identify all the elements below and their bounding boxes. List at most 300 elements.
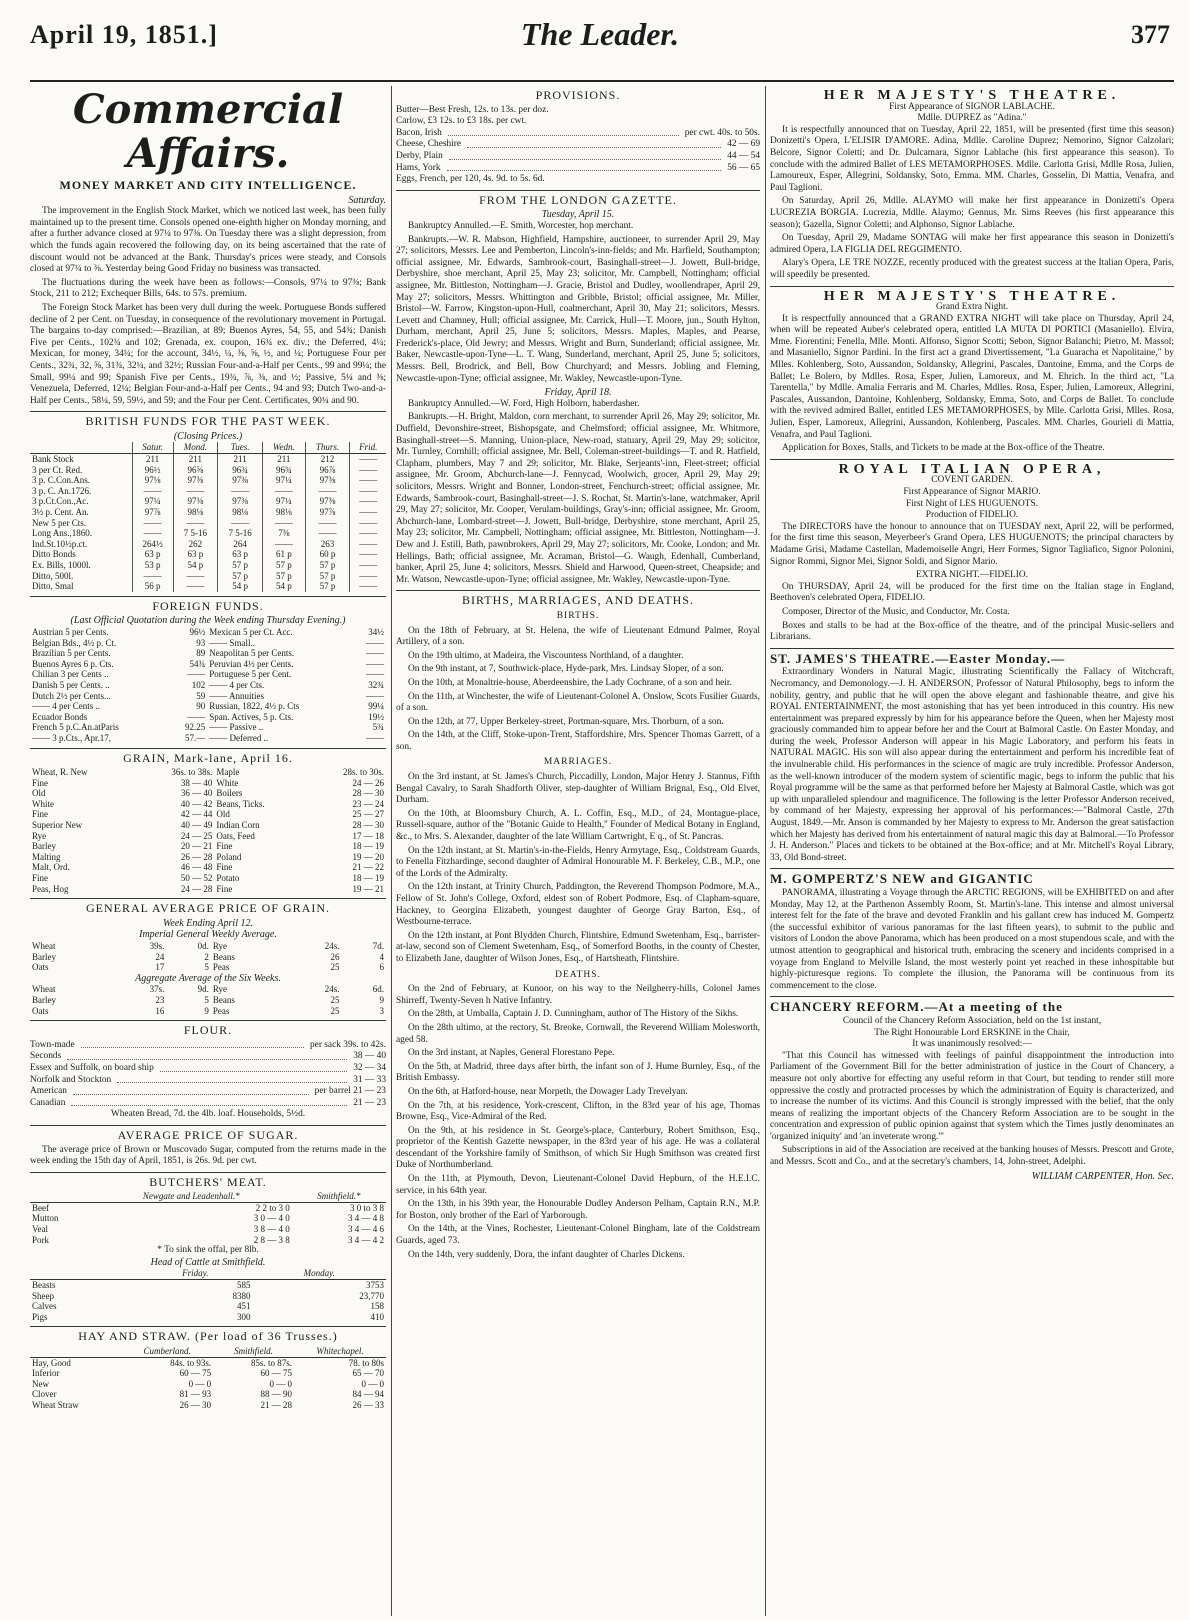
item-value: 21 — 23 (353, 1097, 386, 1108)
leader-dots (447, 163, 722, 172)
table-row (30, 1312, 386, 1323)
table-row (30, 659, 386, 670)
table-cell: —— 4 per Cts. (209, 679, 265, 690)
table-cell: —— (173, 571, 218, 582)
table-cell: —— (173, 518, 218, 529)
table-cell: Rye (32, 830, 47, 841)
table-cell: 25 (330, 1005, 340, 1016)
divider (770, 868, 1174, 869)
table-cell: —— (187, 669, 206, 680)
birth-notice: On the 19th ultimo, at Madeira, the Viscountess Northland, of a daughter. (408, 650, 684, 661)
british-funds-subtitle: (Closing Prices.) (173, 430, 243, 442)
birth-notice: On the 14th, at the Cliff, Stoke-upon-Trent, Staffordshire, Mrs. Spencer Thomas Garrett, of a son. (396, 730, 760, 752)
cattle-table (30, 1268, 386, 1322)
table-cell: 26 (330, 951, 340, 962)
death-notice: On the 11th, at Plymouth, Devon, Lieutenant-Colonel David Hepburn, of the H.E.I.C. service, in his 64th year. (396, 1174, 760, 1196)
table-cell: Fine (32, 809, 49, 820)
table-cell: 90 (196, 701, 206, 712)
table-cell: —— (132, 528, 173, 539)
table-cell: Fine (32, 873, 49, 884)
chancery-signature: WILLIAM CARPENTER, Hon. Sec. (1031, 1170, 1174, 1182)
table-row (30, 549, 386, 560)
table-cell: 57 p (305, 560, 350, 571)
table-cell: Fine (216, 841, 233, 852)
divider (30, 596, 386, 597)
table-cell: 9 (204, 1005, 209, 1016)
table-cell: 3 p. C.Con.Ans. (32, 475, 91, 486)
chancery-title: CHANCERY REFORM.—At a meeting of the (770, 999, 1063, 1015)
masthead: The Leader. (520, 16, 680, 52)
table-row (30, 648, 386, 659)
chancery-line: Council of the Chancery Reform Association, held on the 1st instant, (842, 1015, 1102, 1026)
table-cell: Barley (32, 841, 56, 852)
hmt1-paragraph: On Saturday, April 26, Mdlle. ALAYMO will make her first appearance in Donizetti's Opera LUCREZIA BORGIA. Lucrezia, Mdlle. Alaymo; Gennus, Mr. Sims Reeves (his first appearance this season); Gazella, Signor Coletti; and Alphonso, Signor Lablache. (770, 196, 1174, 230)
table-cell: Ex. Bills, 1000l. (32, 560, 91, 570)
chancery-line: It was unanimously resolved:— (912, 1039, 1032, 1050)
item-label: Seconds (30, 1051, 62, 1062)
divider (396, 590, 760, 591)
table-cell: Fine (216, 883, 233, 894)
table-cell: —— Passive .. (209, 722, 264, 733)
table-cell: Sheep (32, 1290, 54, 1301)
grain-table (30, 767, 386, 894)
table-cell: 54 p (263, 581, 306, 592)
table-cell: 585 (236, 1280, 251, 1291)
marriage-notice: On the 12th instant, at Pont Blydden Church, Flintshire, Edmund Swetenham, Esq., barrister-at-law, second son of Clement Swetenham, Esq., of Somerford Booths, in the county of Chester, to Elizabeth Jane, daughter of Wilson Jones, Esq., of Hartsheath, Flintshire. (396, 930, 760, 964)
table-cell: Beef (32, 1202, 49, 1213)
marriages-title: MARRIAGES. (543, 757, 613, 768)
table-row (30, 691, 386, 702)
birth-notice: On the 10th, at Monaltrie-house, Aberdeenshire, the Lady Cochrane, of a son and heir. (408, 677, 732, 688)
list-item (396, 105, 760, 117)
table-row (30, 984, 386, 995)
deaths-title: DEATHS. (555, 969, 601, 980)
table-cell: 42 — 44 (180, 809, 213, 820)
table-cell: Oats, Feed (216, 830, 255, 841)
table-cell: Calves (32, 1301, 57, 1312)
table-cell: Span. Actives, 5 p. Cts. (209, 711, 294, 722)
table-row (30, 1368, 386, 1379)
table-cell: 21 — 22 (352, 862, 384, 873)
table-cell: 211 (218, 454, 263, 465)
marriage-notice: On the 12th instant, at Trinity Church, Paddington, the Reverend Thompson Podmore, M.A., Fellow of St. John's College, Oxford, eldest son of Robert Podmore, Esq. of Clapham-square, Hackney, to Georgina Elizabeth, youngest daughter of George Gray Barton, Esq., of Westbourne-terrace. (396, 882, 760, 928)
table-row (30, 799, 386, 810)
commercial-paragraph: The Foreign Stock Market has been very dull during the week. Portuguese Bonds suffered decline of 2 per Cent. on Tuesday, in consequence of the revolutionary movement in Portugal. The bargains to-day comprised:—Brazilian, at 89; Buenos Ayres, 54, 55, and 54¾; Danish Five per Cents., 102¾ and 102; Grenada, ex. coupon, 16¾ ex. div.; the Deferred, 4¼; Mexican, for money, 34¼; for the account, 34½, ¼, ⅜, ⅝, ½, and ¼; Portuguese Four per Cents., 32¾, 32, ⅝, 31¾, 32¼, and 32½; Russian Four-and-a-Half per Cents., 99 and 99¼; the Small, 99¼ and 99; Spanish Five per Cents., 19¾, ⅞, ⅜, and ½; Passive, 5¼ and ⅜; Venezuela, Deferred, 12¼; Belgian Four-and-a-Half per Cents., 94 and 93; Dutch Two-and-a-Half per Cents., 58¼, 59, 59½, and 59; and the Four per Cent. Certificates, 90¼ and 90. (30, 302, 386, 406)
table-cell: 28 — 30 (352, 820, 384, 831)
leader-dots (67, 1051, 347, 1060)
meat-col: Smithfield.* (292, 1191, 386, 1202)
table-row (30, 962, 386, 973)
table-cell: 28 — 30 (352, 788, 384, 799)
table-cell: —— (132, 571, 173, 582)
marriages-list (396, 772, 760, 966)
money-market-title: MONEY MARKET AND CITY INTELLIGENCE. (59, 178, 357, 192)
table-cell: Neapolitan 5 per Cents. (209, 648, 295, 659)
table-cell: —— (366, 732, 384, 743)
hmt1-line: First Appearance of SIGNOR LABLACHE. (889, 101, 1055, 112)
divider (770, 286, 1174, 287)
table-cell: 3 4 — 4 6 (348, 1224, 384, 1235)
divider (30, 1172, 386, 1173)
table-cell: 300 (236, 1311, 251, 1322)
table-cell: 39s. (149, 941, 165, 951)
item-label: Norfolk and Stockton (30, 1074, 112, 1085)
table-cell: —— Small.. (209, 637, 255, 648)
table-row (30, 733, 386, 744)
hmt2-title: HER MAJESTY'S THEATRE. (823, 288, 1121, 304)
list-item (396, 174, 760, 186)
item-value: 32 — 34 (353, 1062, 386, 1073)
table-cell: —— (350, 528, 386, 539)
table-cell: 96⅞ (305, 465, 350, 476)
hay-header-cell: Cumberland. (121, 1346, 213, 1357)
table-cell: Fine (32, 777, 49, 788)
table-cell: 57 p (305, 581, 350, 592)
table-cell: Wheat (32, 984, 56, 995)
table-cell: 28s. to 30s. (342, 767, 384, 778)
table-cell: 92.25 (184, 722, 206, 733)
list-item (30, 1086, 386, 1098)
table-cell: 97⅜ (305, 475, 350, 486)
table-cell: Wheat (32, 941, 56, 951)
day-label: Saturday. (348, 194, 386, 206)
chancery-paragraph: "That this Council has witnessed with feelings of painful disappointment the introduction into Parliament of the Government Bill for the better administration of justice in the Court of Chancery, a measure not only abortive for effecting any useful reform in that Court, but tending to render still more oppressive the costly and protracted processes by which the administration of Equity is characterized, and to increase the number of its victims. And this Council is strongly impressed with the belief, that the only means of realizing the important objects of the Chancery Reform Association are to be sought in the concentration and expression of public opinion against that system which the Times justly denominates an 'organized iniquity' and 'an inveterate wrong.'" (770, 1050, 1174, 1142)
table-cell: 60 — 75 (179, 1368, 212, 1379)
table-row (30, 778, 386, 789)
table-cell: 3 0 to 3 8 (349, 1202, 384, 1213)
table-row (30, 627, 386, 638)
gazette-tuesday: Tuesday, April 15. (541, 209, 615, 221)
table-cell: Indian Corn (216, 820, 260, 831)
item-label: Carlow, £3 12s. to £3 18s. per cwt. (396, 116, 527, 127)
table-cell: —— Annuities (209, 690, 264, 701)
table-row (30, 454, 386, 465)
table-cell: 97⅜ (173, 475, 218, 486)
table-cell: 65 — 70 (352, 1368, 384, 1379)
sugar-title: AVERAGE PRICE OF SUGAR. (117, 1127, 299, 1142)
table-cell: 5¾ (372, 722, 384, 733)
table-cell: Ditto, Smal (32, 581, 74, 592)
commercial-title: Commercial Affairs. (72, 86, 344, 177)
table-cell: —— (366, 658, 384, 669)
death-notice: On the 14th, at the Vines, Rochester, Lieutenant-Colonel Bingham, late of the Coldstream Guards, aged 73. (396, 1224, 760, 1247)
rio-paragraph: The DIRECTORS have the honour to announce that on TUESDAY next, April 22, will be performed, for the first time this season, Meyerbeer's Grand Opera, LES HUGUENOTS; the principal characters by Madame Grisi, Madame Castellan, Mademoiselle Angri, Herr Formes, Signor Tagliafico, Signor Polonini, Signor Rommi, Signor Mei, Signor Soldi, and Signor Mario. (770, 521, 1174, 567)
table-row (30, 1301, 386, 1312)
table-cell: 96⅝ (173, 465, 218, 476)
table-cell: —— 4 per Cents .. (32, 701, 100, 712)
hmt1-paragraph: It is respectfully announced that on Tuesday, April 22, 1851, will be presented (first time this season) Donizetti's Opera, L'ELISIR D'AMORE. Adina, Mdlle. Caroline Duprez; Nemorino, Signor Calzolari; Belcore, Signor Coletti; and Dr. Dulcamara, Signor Lablache (his first appearance this season). To conclude with the admired Ballet of LES METAMORPHOSES. Mdlle. Carlotta Grisi, Mdlle Rosa, Julien, Lamoureux, Esper, Allegrini, Soldansky, Soto, Emma. MM. Charles, Gosselin, Di Mattia, Venafra, and Paul Taglioni. (770, 124, 1174, 193)
table-cell: 9 (379, 994, 384, 1005)
table-row (30, 952, 386, 963)
table-cell: 37s. (149, 984, 165, 995)
table-cell: —— (173, 486, 218, 497)
table-cell: —— (366, 637, 384, 648)
table-cell: 60 p (305, 549, 350, 560)
leader-dots (117, 1075, 347, 1084)
hmt1-paragraph: On Tuesday, April 29, Madame SONTAG will make her first appearance this season in Donizetti's admired Opera, LA FIGLIA DEL REGGIMENTO. (770, 233, 1174, 255)
table-row (30, 788, 386, 799)
funds-header-cell: Tues. (218, 442, 263, 453)
table-row (30, 1006, 386, 1017)
hmt2-paragraph: It is respectfully announced that a GRAND EXTRA NIGHT will take place on Thursday, April 24, when will be repeated Auber's celebrated opera, entitled LA MUTA DI PORTICI (Masaniello). Elvira, Mme. Fiorentini; Fenella, Mlle. Monti. Alfonso, Signor Scotti; Sebon, Signor Balanchi; Pietro, M. Massol; and Masaniello, Signor Pardini. In the first act a grand Divertissement, "La Guaracha et Napolitaine," by Mlles. Kohlenberg, Soto, Aussandon, Soldansky, Allegrini, Pascales, Dantoine, Emma, and the Corps de Ballet; Le Bolero, by Mdlles. Rosa, Esper, Julien, Lamoreux, and M. Ehrich. In the third act, "La Tarentella," by Mdlle. Amalia Ferraris and M. Charles, Mdlles. Rosa, Esper, Julien, Lamoreux, Allegrini, Pascales, Aussandon, Dantoine, Kohlenberg, Soldansky, Emma, Soto, and Corps de Ballet. To conclude with the revived admired Ballet, entitled LES METAMORPHOSES, by Mlle. Carlotta Grisi, Mlles. Rosa, Julien, Esper, Lamoreux, Allegrini, Aussandon, Kohlenberg, Pascales. MM. Charles, Gourieli di Mattia, Venafra, and Paul Taglioni. (770, 313, 1174, 440)
table-cell: Brazilian 5 per Cents. (32, 648, 111, 659)
marriage-notice: On the 10th, at Bloomsbury Church, A. L. Coffin, Esq., M.D., of 24, Montague-place, Russell-square, author of the "Botanic Guide to Health," Founder of Medical Botany in England, &c., to Mrs. S. Alexander, daughter of the late William Cartwright, E q., of St. Pancras. (396, 808, 760, 843)
divider (30, 898, 386, 899)
table-cell: 3½ p. Cent. An. (32, 507, 89, 518)
table-cell: Veal (32, 1224, 48, 1235)
gazette-paragraph: Bankruptcy Annulled.—W. Ford, High Holborn, haberdasher. (408, 398, 640, 409)
death-notice: On the 2nd of February, at Kunoor, on his way to the Neilgherry-hills, Colonel James Shirreff, Twenty-Seven h Native Infantry. (396, 984, 760, 1006)
table-cell: 24 (155, 951, 165, 962)
list-item (396, 163, 760, 175)
divider (30, 1020, 386, 1021)
british-funds-table (30, 442, 386, 591)
table-row (30, 680, 386, 691)
table-cell: 34½ (368, 626, 384, 637)
commercial-paragraph: The improvement in the English Stock Market, which we noticed last week, has been fully maintained up to the present time. Consols opened one-eighth higher on Monday morning, and after a further advance closed at 97¼ to 97⅜. On Tuesday there was a slight depression, from which the funds again recovered the following day, on its being ascertained that the rate of discount would not be advanced at the Bank. Thursday's prices were steady, and Consols closed at 97¼ to ⅜. Yesterday being Good Friday no business was transacted. (30, 206, 386, 275)
table-cell: Beans, Ticks. (216, 798, 265, 809)
death-notice: On the 3rd instant, at Naples, General Florestano Pepe. (408, 1048, 615, 1059)
table-row (30, 465, 386, 476)
column-2 (396, 86, 760, 1616)
table-cell: 96¾ (218, 465, 263, 476)
table-cell: 97¼ (263, 496, 306, 507)
table-cell: 57 p (263, 571, 306, 582)
item-value: 42 — 69 (727, 139, 760, 150)
chancery-line: The Right Honourable Lord ERSKINE in the Chair, (874, 1027, 1070, 1038)
table-cell: 36s. to 38s. (171, 767, 213, 778)
table-cell: 6d. (372, 984, 384, 995)
table-cell: 63 p (132, 549, 173, 560)
gazette-paragraph: Bankruptcy Annulled.—E. Smith, Worcester, hop merchant. (408, 220, 634, 231)
item-value: 56 — 65 (727, 162, 760, 173)
table-cell: —— (132, 486, 173, 497)
table-cell: —— (173, 581, 218, 592)
item-label: Bacon, Irish (396, 127, 442, 138)
table-cell: 2 8 — 3 8 (253, 1234, 290, 1245)
table-cell: 26 — 30 (179, 1399, 212, 1410)
hmt2-paragraph: Application for Boxes, Stalls, and Tickets to be made at the Box-office of the Theatre. (782, 443, 1105, 454)
table-cell: 46 — 48 (180, 862, 213, 873)
gompertz-title: M. GOMPERTZ'S NEW and GIGANTIC (770, 871, 1034, 887)
commercial-paragraph: The fluctuations during the week have been as follows:—Consols, 97¼ to 97⅜; Bank Stock, 211 to 212; Exchequer Bills, 64s. to 57s. premium. (30, 277, 386, 300)
foreign-funds-table (30, 627, 386, 744)
table-cell: 97⅜ (173, 496, 218, 507)
table-row (30, 820, 386, 831)
table-cell: 96¾ (263, 465, 306, 476)
table-cell: 84 — 94 (352, 1389, 384, 1400)
hay-header-cell: Whitechapel. (294, 1346, 386, 1357)
table-cell: —— (305, 518, 350, 529)
table-cell: 57 p (218, 560, 263, 571)
table-cell: 97¼ (263, 475, 306, 486)
table-cell: 25 (330, 994, 340, 1005)
table-cell: 60 — 75 (260, 1368, 292, 1379)
avg-grain-imperial: Imperial General Weekly Average. (139, 929, 277, 941)
divider (30, 1326, 386, 1327)
column-1 (30, 86, 386, 1616)
table-cell: —— (350, 454, 386, 465)
item-value: per barrel 21 — 23 (314, 1086, 386, 1097)
table-cell: Mexican 5 per Ct. Acc. (209, 626, 293, 637)
table-row (30, 862, 386, 873)
table-cell: 97¼ (132, 496, 173, 507)
table-cell: 0d. (197, 941, 209, 951)
table-cell: —— (187, 711, 206, 722)
item-value: per cwt. 40s. to 50s. (684, 127, 760, 138)
cattle-header-cell: Monday. (252, 1268, 386, 1279)
table-cell: Clover (32, 1389, 57, 1400)
table-cell: 263 (305, 539, 350, 550)
table-cell: Belgian Bds., 4½ p. Ct. (32, 637, 117, 648)
death-notice: On the 28th, at Umballa, Captain J. D. Cunningham, author of The History of the Sikhs. (408, 1009, 739, 1020)
funds-header-cell: Thurs. (305, 442, 350, 453)
table-cell: —— (305, 486, 350, 497)
table-cell: 0 — 0 (361, 1378, 384, 1389)
table-cell: 54 p (218, 581, 263, 592)
table-cell: 3 p. C. An.1726. (32, 485, 92, 496)
table-row (30, 1213, 386, 1224)
table-row (30, 1389, 386, 1400)
table-cell: 50 — 52 (180, 873, 213, 884)
british-funds-title: BRITISH FUNDS FOR THE PAST WEEK. (85, 414, 331, 429)
provisions-title: PROVISIONS. (535, 88, 621, 102)
table-cell: Inferior (32, 1368, 60, 1379)
table-cell: 98⅛ (263, 507, 306, 518)
item-value: per sack 39s. to 42s. (309, 1039, 386, 1050)
list-item (396, 116, 760, 128)
table-row (30, 539, 386, 550)
flour-list (30, 1040, 386, 1110)
table-cell: 56 p (132, 581, 173, 592)
table-cell: 98⅛ (218, 507, 263, 518)
table-row (30, 1224, 386, 1235)
table-cell: 211 (263, 454, 306, 465)
table-cell: 25 (330, 962, 340, 973)
offal-note: * To sink the offal, per 8lb. (157, 1245, 259, 1256)
births-list (396, 626, 760, 754)
table-cell: 54¾ (189, 658, 206, 669)
table-cell: 21 — 28 (260, 1399, 292, 1410)
funds-header-cell: Frid. (350, 442, 386, 453)
table-cell: 38 — 40 (180, 777, 213, 788)
table-cell: 3 (379, 1005, 384, 1016)
table-row (30, 873, 386, 884)
rio-line: EXTRA NIGHT.—FIDELIO. (915, 570, 1029, 581)
leader-dots (73, 1086, 309, 1095)
table-cell: 9d. (197, 984, 209, 995)
table-row (30, 518, 386, 529)
table-cell: 96½ (132, 465, 173, 476)
column-3 (770, 86, 1174, 1616)
table-cell: Fine (216, 862, 233, 873)
table-cell: 0 — 0 (269, 1378, 292, 1389)
table-cell: Rye (212, 941, 228, 951)
table-row (30, 669, 386, 680)
table-cell: 24s. (324, 941, 340, 951)
foreign-funds-title: FOREIGN FUNDS. (152, 598, 264, 613)
table-cell: 36 — 40 (180, 788, 213, 799)
table-cell: White (216, 777, 239, 788)
table-cell: 26 — 28 (180, 851, 213, 862)
table-cell: Maple (216, 767, 240, 778)
table-row (30, 841, 386, 852)
grain-title: GRAIN, Mark-lane, April 16. (123, 750, 293, 765)
table-cell: New (32, 1378, 49, 1389)
table-cell: 20 — 21 (180, 841, 213, 852)
table-row (30, 581, 386, 592)
table-cell: 3 4 — 4 2 (348, 1234, 384, 1245)
table-cell: —— Deferred .. (209, 732, 269, 743)
death-notice: On the 5th, at Madrid, three days after birth, the infant son of J. Hume Burnley, Esq., of the British Embassy. (396, 1061, 760, 1084)
table-cell: 17 — 18 (352, 830, 384, 841)
cattle-header-cell: Friday. (138, 1268, 253, 1279)
table-cell: —— (350, 539, 386, 550)
table-cell: Mutton (32, 1213, 59, 1224)
meat-title: BUTCHERS' MEAT. (149, 1174, 267, 1189)
table-cell: 264½ (132, 539, 173, 550)
table-cell: Rye (212, 984, 228, 995)
table-cell: 211 (132, 454, 173, 465)
table-cell: —— (366, 669, 384, 680)
divider (770, 648, 1174, 649)
table-row (30, 475, 386, 486)
gazette-friday: Friday, April 18. (544, 387, 612, 399)
death-notice: On the 13th, in his 39th year, the Honourable Dudley Anderson Pelham, Captain R.N., M.P. for Boston, only brother of the Earl of Yarborough. (396, 1199, 760, 1221)
marriage-notice: On the 12th instant, at St. Martin's-in-the-Fields, Henry Armytage, Esq., Coldstream Guards, to Fenella Fitzhardinge, second daughter of Admiral Honourable M. F. Berkeley, C.B., M.P., one of the Lords of the Admiralty. (396, 845, 760, 879)
table-cell: —— (263, 518, 306, 529)
table-cell: 57 p (305, 571, 350, 582)
table-cell: 5 (204, 962, 209, 973)
table-cell: Chilian 3 per Cents .. (32, 669, 109, 680)
birth-notice: On the 12th, at 77, Upper Berkeley-street, Portman-square, Mrs. Thorburn, of a son. (408, 716, 724, 727)
table-row (30, 1235, 386, 1246)
table-cell: White (32, 798, 54, 809)
hmt1-line: Mdlle. DUPREZ as "Adina." (917, 113, 1027, 124)
table-cell: Beasts (32, 1280, 56, 1291)
table-cell: 264 (218, 539, 263, 550)
death-notice: On the 28th ultimo, at the rectory, St. Breoke, Cornwall, the Reverend William Molesworth, aged 58. (396, 1022, 760, 1045)
table-cell: —— (366, 648, 384, 659)
table-cell: 19 — 21 (352, 883, 384, 894)
table-cell: Long Ans.,1860. (32, 528, 93, 539)
table-cell: Malting (32, 851, 61, 862)
table-row (30, 995, 386, 1006)
birth-notice: On the 18th of February, at St. Helena, the wife of Lieutenant Edmund Palmer, Royal Artillery, of a son. (396, 625, 760, 648)
table-cell: 93 (196, 637, 206, 648)
table-cell: 89 (196, 648, 206, 659)
table-cell: 410 (370, 1311, 384, 1322)
table-cell: 7 5-16 (173, 528, 218, 539)
table-cell: 23,770 (359, 1290, 384, 1301)
table-cell: Russian, 1822, 4½ p. Cts (209, 701, 300, 712)
table-cell: 3 p.Ct.Con.,Ac. (32, 496, 89, 507)
table-cell: Pigs (32, 1311, 48, 1322)
table-cell: 61 p (263, 549, 306, 560)
gazette-paragraph: Bankrupts.—H. Bright, Maldon, corn merchant, to surrender April 26, May 29; solicitor, Mr. Duffield, Devonshire-street, Bishopsgate, and Chelmsford; official assignee, Mr. Whitmore, Basinghall-street—S. Manning, Union-place, New-road, statuary, April 29, May 29; solicitor, Mr. Turnley, Cornhill; official assignee, Mr. Bell, Coleman-street-buildings—T. and R. Hatfield, Clapham, plumbers, May 7 and 29; solicitor, Mr. Blake, Serjeants'-inn, Fleet-street; official assignee, Mr. Groom, Abchurch-lane—J. Fennycad, Woolwich, grocer, April 29, May 29; solicitors, Messrs. Wright and Bonner, London-street, Fenchurch-street; official assignee, Mr. Edwards, Sambrook-court, Basinghall-street—J. S. Rochat, St. Martin's-lane, watchmaker, April 29, May 27; solicitor, Mr. Cooper, Verulam-buildings, Gray's-inn; official assignee, Mr. Groom, Abchurch-lane, Lombard-street—J. Jowett, Bull-bridge, Derbyshire, stone merchant, April 25, May 23; solicitor, Mr. Campbell, Nottingham; official assignee, Mr. Bittleston, Nottingham—J. Dew and J. Estill, Bath, pawnbrokers, April 29, May 27; solicitors, Mr. Cooke, London; and Mr. Hellings, Bath; official assignee, Mr. Acraman, Bristol—G. Waugh, Edenhall, Cumberland, banker, April 25, June 4; solicitors, Messrs. Shield and Harwood, Queen-street, Cheapside; and Mr. Watson, Newcastle-upon-Tyne; official assignee, Mr. Wakley, Newcastle-upon-Tyne. (396, 412, 760, 585)
provisions-list (396, 105, 760, 186)
cattle-title: Head of Cattle at Smithfield. (150, 1256, 266, 1268)
table-row (30, 884, 386, 895)
table-row (30, 486, 386, 497)
funds-header-cell: Satur. (132, 442, 173, 453)
table-row (30, 701, 386, 712)
table-cell: 212 (305, 454, 350, 465)
table-cell: Superior New (32, 820, 83, 831)
table-cell: French 5 p.C.An.atParis (32, 722, 119, 733)
table-cell: 19 — 20 (352, 851, 384, 862)
leader-dots (467, 139, 721, 148)
